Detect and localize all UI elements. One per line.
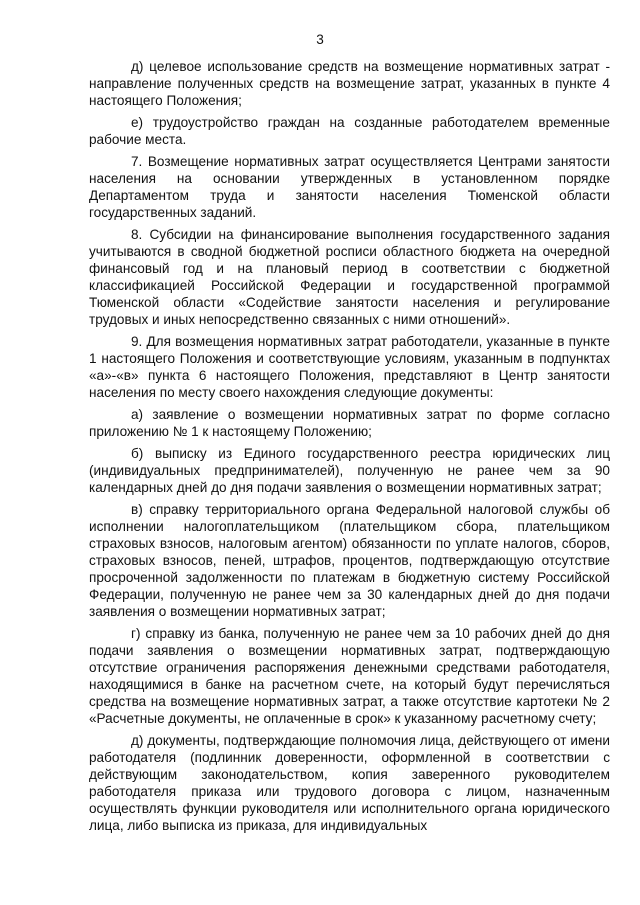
paragraph-7: 7. Возмещение нормативных затрат осуществляется Центрами занятости населения на основании утвержденных в установленном порядке Департаментом труда и занятости населения Тюменской области государственных заданий. xyxy=(89,154,610,220)
paragraph-9-b: б) выписку из Единого государственного реестра юридических лиц (индивидуальных предпринимателей), полученную не ранее чем за 90 календарных дней до дня подачи заявления о возмещении нормативных затрат; xyxy=(89,446,610,495)
paragraph-9-v: в) справку территориального органа Федеральной налоговой службы об исполнении налогоплательщиком (плательщиком сбора, плательщиком страховых взносов, налоговым агентом) обязанности по уплате налогов, сборов, страховых взносов, пеней, штрафов, процентов, подтверждающую отсутствие просроченной задолженности по платежам в бюджетную систему Российской Федерации, полученную не ранее чем за 30 календарных дней до дня подачи заявления о возмещении нормативных затрат; xyxy=(89,502,610,619)
paragraph-9-a: а) заявление о возмещении нормативных затрат по форме согласно приложению № 1 к настоящему Положению; xyxy=(89,407,610,439)
paragraph-9-d: д) документы, подтверждающие полномочия лица, действующего от имени работодателя (подлинник доверенности, оформленной в соответствии с действующим законодательством, копия заверенного руководителем работодателя приказа или трудового договора с лицом, назначенным осуществлять функции руководителя или исполнительного органа юридического лица, либо выписка из приказа, для индивидуальных xyxy=(89,733,610,833)
paragraph-8: 8. Субсидии на финансирование выполнения государственного задания учитываются в сводной бюджетной росписи областного бюджета на очередной финансовый год и на плановый период в соответствии с бюджетной классификацией Российской Федерации и государственной программой Тюменской области «Содействие занятости населения и регулирование трудовых и иных непосредственно связанных с ними отношений». xyxy=(89,227,610,327)
paragraph-9-g: г) справку из банка, полученную не ранее чем за 10 рабочих дней до дня подачи заявления о возмещении нормативных затрат, подтверждающую отсутствие ограничения распоряжения денежными средствами работодателя, находящимися в банке на расчетном счете, на который будут перечисляться средства на возмещение нормативных затрат, а также отсутствие картотеки № 2 «Расчетные документы, не оплаченные в срок» к указанному расчетному счету; xyxy=(89,626,610,726)
document-body xyxy=(89,58,610,834)
page-number: 3 xyxy=(316,32,324,47)
paragraph-9: 9. Для возмещения нормативных затрат работодатели, указанные в пункте 1 настоящего Положения и соответствующие условиям, указанным в подпунктах «а»-«в» пункта 6 настоящего Положения, представляют в Центр занятости населения по месту своего нахождения следующие документы: xyxy=(89,334,610,400)
paragraph-e-employment: е) трудоустройство граждан на созданные работодателем временные рабочие места. xyxy=(89,115,610,147)
paragraph-d-target-use: д) целевое использование средств на возмещение нормативных затрат - направление полученных средств на возмещение затрат, указанных в пункте 4 настоящего Положения; xyxy=(89,59,610,108)
